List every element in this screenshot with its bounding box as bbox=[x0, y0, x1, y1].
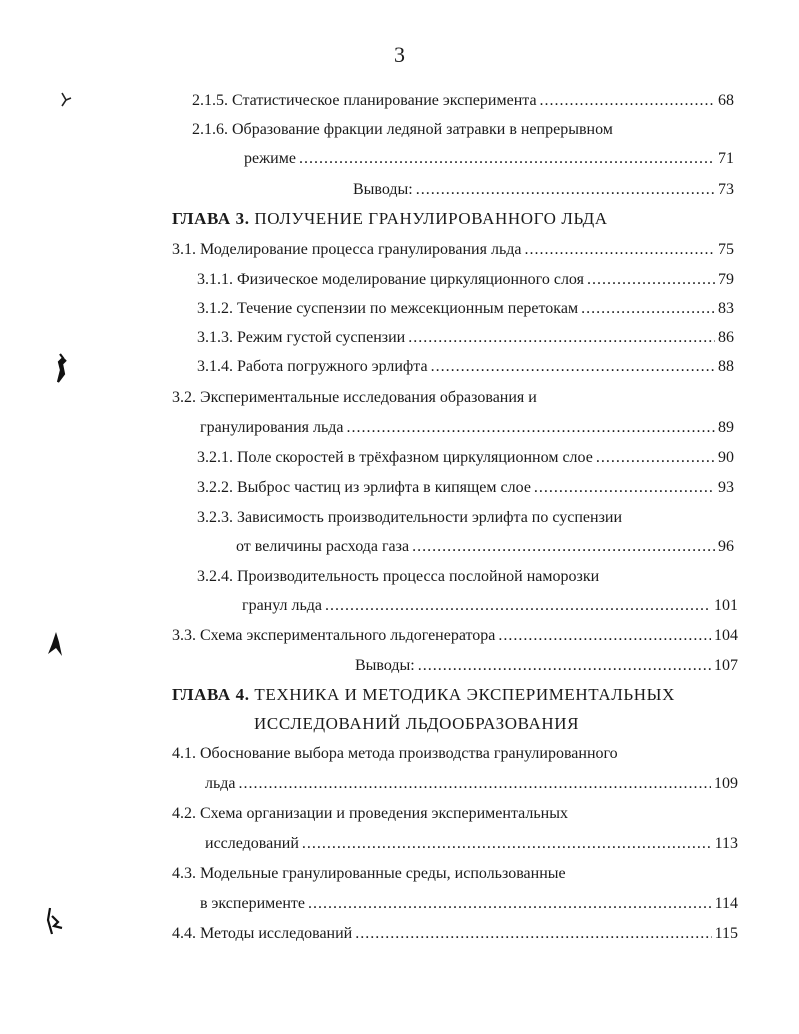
toc-entry-3-1-1 bbox=[197, 270, 734, 290]
page-number: 3 bbox=[394, 42, 405, 67]
toc-entry-3-3 bbox=[172, 626, 738, 646]
toc-entry-page: 89 bbox=[718, 419, 734, 436]
toc-entry-page: 93 bbox=[718, 479, 734, 496]
toc-entry-label: 3.1.3. Режим густой суспензии bbox=[197, 329, 406, 346]
toc-leader-dots bbox=[347, 418, 715, 438]
toc-leader-dots bbox=[239, 774, 711, 794]
toc-leader-dots bbox=[596, 448, 715, 468]
toc-entry-page: 73 bbox=[718, 181, 734, 198]
margin-mark-icon bbox=[52, 352, 70, 386]
chapter-3-prefix: ГЛАВА 3. bbox=[172, 209, 250, 228]
toc-entry-3-1 bbox=[172, 240, 734, 260]
toc-entry-4-3 bbox=[200, 894, 738, 914]
toc-entry-4-1 bbox=[205, 774, 738, 794]
toc-entry-3-2-4 bbox=[242, 596, 738, 616]
toc-entry-page: 75 bbox=[718, 241, 734, 258]
toc-entry-page: 88 bbox=[718, 358, 734, 375]
toc-entry-3-2 bbox=[200, 418, 734, 438]
toc-entry-label: гранул льда bbox=[242, 597, 323, 614]
toc-entry-label: в эксперименте bbox=[200, 895, 306, 912]
toc-entry-page: 90 bbox=[718, 449, 734, 466]
toc-leader-dots bbox=[581, 299, 715, 319]
toc-entry-3-2-2 bbox=[197, 478, 734, 498]
toc-leader-dots bbox=[418, 656, 711, 676]
toc-leader-dots bbox=[416, 180, 715, 200]
toc-entry-page: 101 bbox=[714, 597, 738, 614]
toc-entry-2-1-5 bbox=[192, 91, 734, 111]
toc-entry-page: 96 bbox=[718, 538, 734, 555]
toc-entry-label: Выводы: bbox=[355, 657, 415, 674]
toc-entry-label: 3.1.1. Физическое моделирование циркуляционного слоя bbox=[197, 271, 584, 288]
toc-entry-label: 3.2.2. Выброс частиц из эрлифта в кипящем слое bbox=[197, 479, 531, 496]
toc-entry-page: 113 bbox=[714, 835, 738, 852]
toc-leader-dots bbox=[302, 834, 712, 854]
toc-leader-dots bbox=[325, 596, 711, 616]
toc-leader-dots bbox=[355, 924, 711, 944]
toc-entry-label: 3.1.4. Работа погружного эрлифта bbox=[197, 358, 428, 375]
toc-leader-dots bbox=[540, 91, 715, 111]
toc-entry-3-2-line1: 3.2. Экспериментальные исследования образования и bbox=[172, 389, 537, 406]
toc-leader-dots bbox=[587, 270, 715, 290]
toc-entry-page: 68 bbox=[718, 92, 734, 109]
toc-entry-page: 104 bbox=[714, 627, 738, 644]
toc-entry-label: 3.2.1. Поле скоростей в трёхфазном циркуляционном слое bbox=[197, 449, 593, 466]
toc-entry-label: льда bbox=[205, 775, 236, 792]
toc-entry-4-2 bbox=[205, 834, 738, 854]
margin-mark-icon bbox=[46, 630, 68, 658]
margin-mark-icon bbox=[58, 90, 74, 110]
toc-entry-conclusions-3 bbox=[355, 656, 738, 676]
toc-entry-label: Выводы: bbox=[353, 181, 413, 198]
toc-entry-page: 86 bbox=[718, 329, 734, 346]
toc-entry-4-2-line1: 4.2. Схема организации и проведения экспериментальных bbox=[172, 805, 568, 822]
toc-entry-label: 3.3. Схема экспериментального льдогенератора bbox=[172, 627, 496, 644]
toc-leader-dots bbox=[408, 328, 715, 348]
toc-entry-page: 83 bbox=[718, 300, 734, 317]
toc-entry-3-2-1 bbox=[197, 448, 734, 468]
toc-entry-page: 107 bbox=[714, 657, 738, 674]
chapter-4-prefix: ГЛАВА 4. bbox=[172, 685, 250, 704]
toc-entry-page: 114 bbox=[714, 895, 738, 912]
toc-leader-dots bbox=[299, 149, 715, 169]
toc-entry-4-4 bbox=[172, 924, 738, 944]
chapter-4-heading bbox=[172, 684, 675, 706]
toc-entry-page: 79 bbox=[718, 271, 734, 288]
toc-leader-dots bbox=[431, 357, 715, 377]
toc-entry-2-1-6-line1: 2.1.6. Образование фракции ледяной затравки в непрерывном bbox=[192, 121, 613, 138]
toc-entry-label: исследований bbox=[205, 835, 299, 852]
chapter-4-title-line2: ИССЛЕДОВАНИЙ ЛЬДООБРАЗОВАНИЯ bbox=[254, 714, 580, 733]
toc-entry-page: 71 bbox=[718, 150, 734, 167]
toc-entry-3-2-3 bbox=[236, 537, 734, 557]
toc-entry-3-2-3-line1: 3.2.3. Зависимость производительности эрлифта по суспензии bbox=[197, 509, 623, 526]
toc-leader-dots bbox=[412, 537, 715, 557]
toc-entry-label: гранулирования льда bbox=[200, 419, 344, 436]
toc-entry-page: 115 bbox=[714, 925, 738, 942]
toc-entry-4-3-line1: 4.3. Модельные гранулированные среды, использованные bbox=[172, 865, 566, 882]
toc-entry-conclusions-2 bbox=[353, 180, 734, 200]
toc-leader-dots bbox=[534, 478, 715, 498]
toc-entry-label: 3.1. Моделирование процесса гранулирования льда bbox=[172, 241, 522, 258]
toc-entry-3-1-4 bbox=[197, 357, 734, 377]
toc-entry-label: от величины расхода газа bbox=[236, 538, 410, 555]
toc-entry-label: 3.1.2. Течение суспензии по межсекционным перетокам bbox=[197, 300, 579, 317]
chapter-4-title-line1: ТЕХНИКА И МЕТОДИКА ЭКСПЕРИМЕНТАЛЬНЫХ bbox=[254, 685, 675, 704]
chapter-3-title: ПОЛУЧЕНИЕ ГРАНУЛИРОВАННОГО ЛЬДА bbox=[254, 209, 608, 228]
toc-leader-dots bbox=[498, 626, 711, 646]
chapter-3-heading bbox=[172, 208, 608, 230]
toc-entry-label: 2.1.5. Статистическое планирование эксперимента bbox=[192, 92, 537, 109]
toc-leader-dots bbox=[524, 240, 715, 260]
toc-entry-4-1-line1: 4.1. Обоснование выбора метода производства гранулированного bbox=[172, 745, 618, 762]
toc-entry-label: 4.4. Методы исследований bbox=[172, 925, 353, 942]
toc-leader-dots bbox=[308, 894, 712, 914]
toc-entry-page: 109 bbox=[714, 775, 738, 792]
toc-entry-2-1-6 bbox=[244, 149, 734, 169]
toc-entry-label: режиме bbox=[244, 150, 296, 167]
margin-mark-icon bbox=[42, 906, 66, 936]
toc-entry-3-1-2 bbox=[197, 299, 734, 319]
toc-entry-3-2-4-line1: 3.2.4. Производительность процесса послойной наморозки bbox=[197, 568, 600, 585]
toc-entry-3-1-3 bbox=[197, 328, 734, 348]
